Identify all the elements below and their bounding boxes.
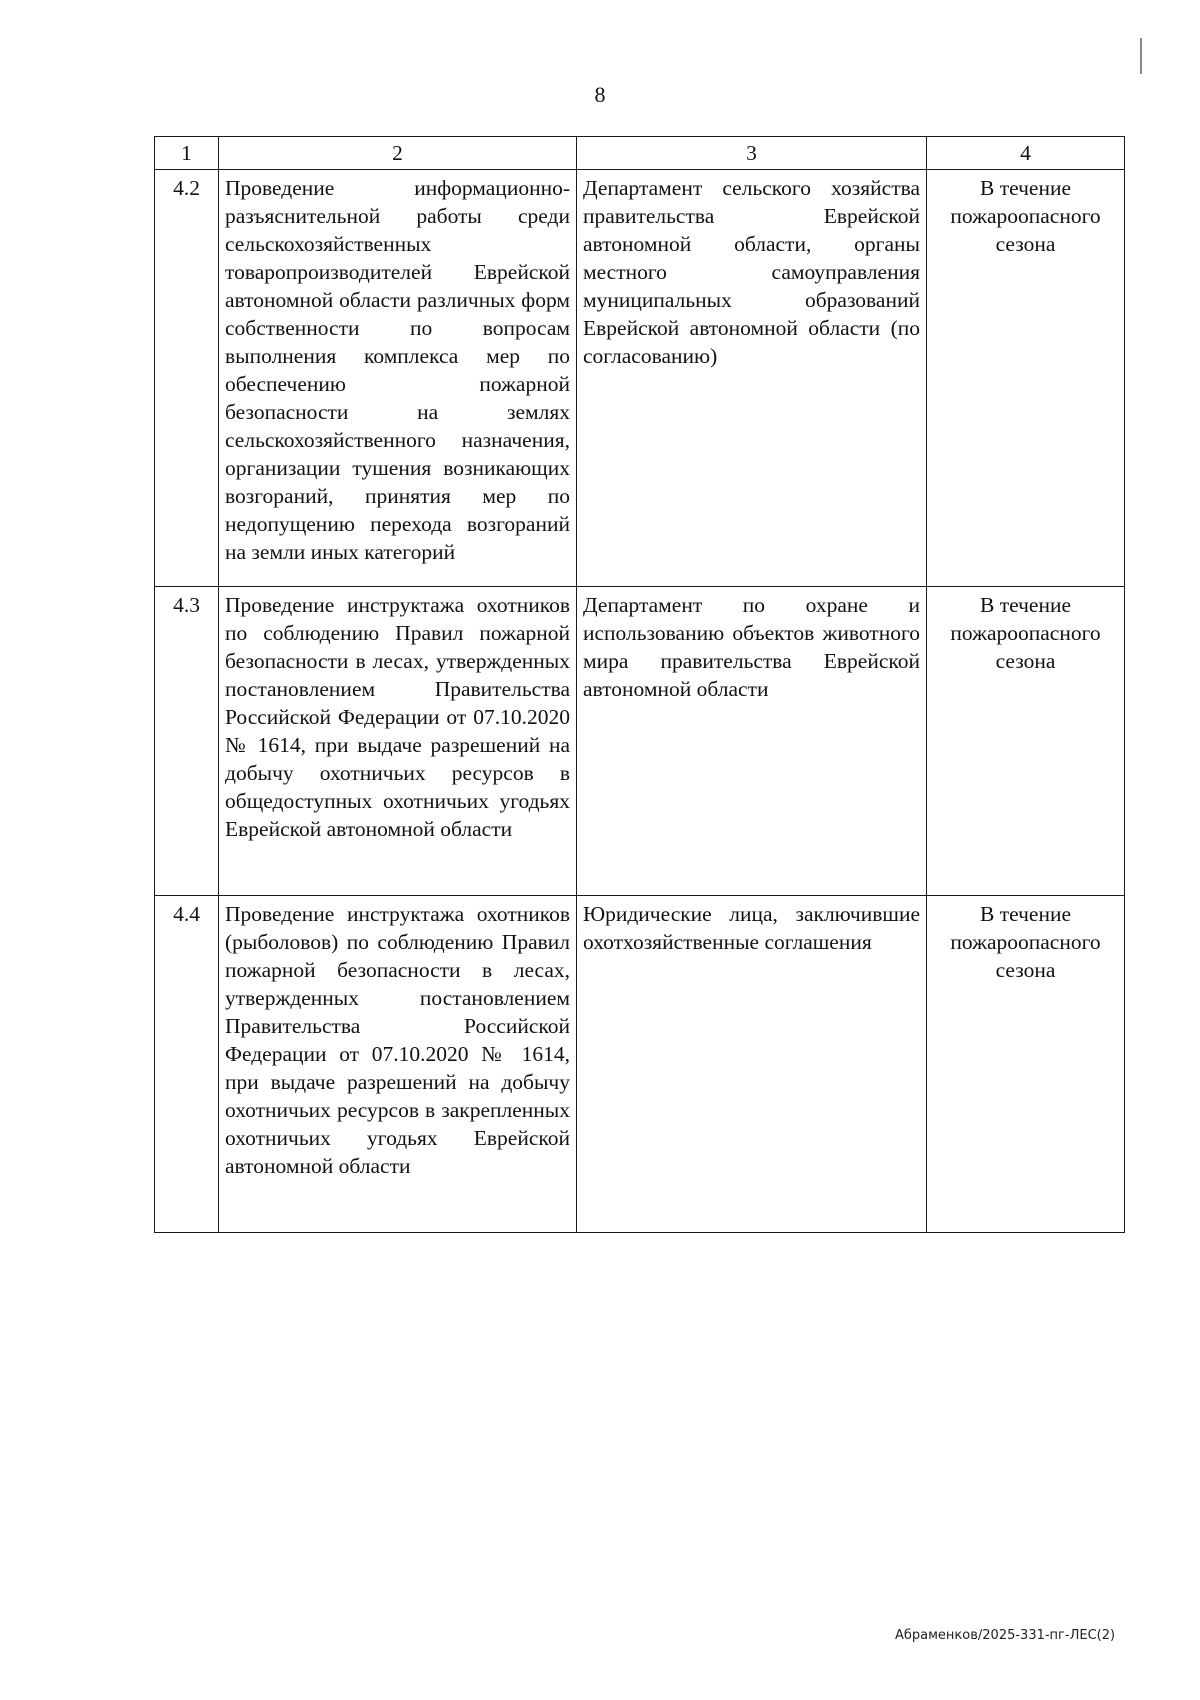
column-number-2: 2 (219, 137, 577, 170)
document-registration-code: Абраменков/2025-331-пг-ЛЕС(2) (895, 1628, 1116, 1643)
table-row (155, 587, 1125, 896)
column-number-4: 4 (927, 137, 1125, 170)
table-row (155, 896, 1125, 1233)
term-cell: В течение пожароопасного сезона (927, 587, 1125, 896)
item-number: 4.4 (155, 896, 219, 1233)
responsible-cell: Департамент сельского хозяйства правительства Еврейской автономной области, органы местного самоуправления муниципальных образований Еврейской автономной области (по согласованию) (577, 170, 927, 587)
activity-cell: Проведение инструктажа охотников по соблюдению Правил пожарной безопасности в лесах, утвержденных постановлением Правительства Российской Федерации от 07.10.2020 № 1614, при выдаче разрешений на добычу охотничьих ресурсов в общедоступных охотничьих угодьях Еврейской автономной области (219, 587, 577, 896)
responsible-cell: Департамент по охране и использованию объектов животного мира правительства Еврейской автономной области (577, 587, 927, 896)
term-cell: В течение пожароопасного сезона (927, 170, 1125, 587)
activity-cell: Проведение инструктажа охотников (рыболовов) по соблюдению Правил пожарной безопасности в лесах, утвержденных постановлением Правительства Российской Федерации от 07.10.2020 № 1614, при выдаче разрешений на добычу охотничьих ресурсов в закрепленных охотничьих угодьях Еврейской автономной области (219, 896, 577, 1233)
scan-edge-mark (1140, 38, 1142, 74)
responsible-cell: Юридические лица, заключившие охотхозяйственные соглашения (577, 896, 927, 1233)
measures-table (154, 136, 1125, 1233)
column-number-1: 1 (155, 137, 219, 170)
page-number: 8 (594, 82, 606, 107)
column-number-3: 3 (577, 137, 927, 170)
table-row (155, 170, 1125, 587)
activity-cell: Проведение информационно-разъяснительной работы среди сельскохозяйственных товаропроизводителей Еврейской автономной области различных форм собственности по вопросам выполнения комплекса мер по обеспечению пожарной безопасности на землях сельскохозяйственного назначения, организации тушения возникающих возгораний, принятия мер по недопущению перехода возгораний на земли иных категорий (219, 170, 577, 587)
item-number: 4.3 (155, 587, 219, 896)
table-header-row (155, 137, 1125, 170)
term-cell: В течение пожароопасного сезона (927, 896, 1125, 1233)
item-number: 4.2 (155, 170, 219, 587)
